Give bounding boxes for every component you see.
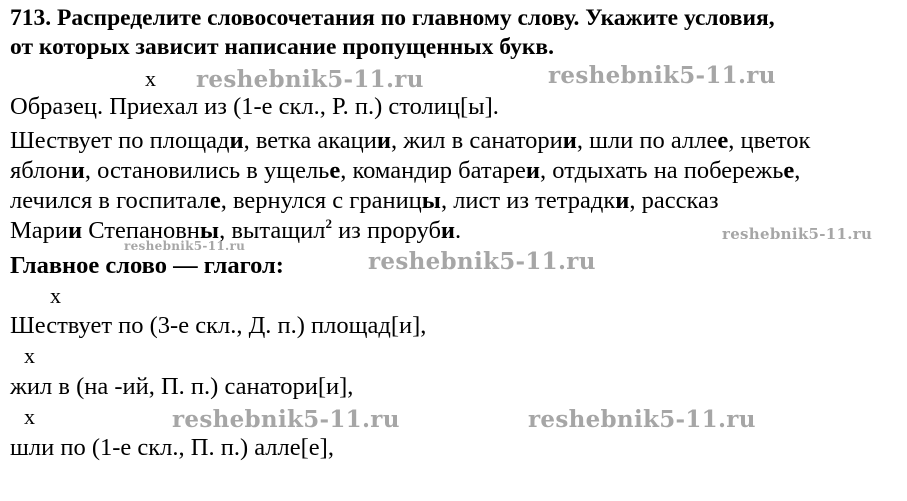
inserted-letter: и: [525, 157, 541, 184]
section-heading: Главное слово — глагол:: [10, 252, 284, 279]
watermark: reshebnik5-11.ru: [722, 225, 873, 243]
inserted-letter: ы: [199, 217, 220, 244]
inserted-letter: е: [209, 187, 221, 214]
cross-mark: x: [24, 343, 35, 368]
watermark: reshebnik5-11.ru: [196, 66, 424, 93]
inserted-letter: и: [229, 127, 244, 154]
cross-mark: x: [24, 404, 35, 429]
exercise-line-2: яблони, остановились в ущелье, командир батареи, отдыхать на побережье,: [10, 157, 801, 184]
inserted-letter: и: [562, 127, 577, 154]
task-title-line-1: 713. Распределите словосочетания по главному слову. Укажите условия,: [10, 5, 775, 31]
inserted-letter: е: [783, 157, 795, 184]
task-title-line-2: от которых зависит написание пропущенных букв.: [10, 34, 554, 60]
inserted-letter: и: [376, 127, 391, 154]
watermark: reshebnik5-11.ru: [172, 406, 400, 433]
inserted-letter: и: [68, 217, 83, 244]
example-line: Образец. Приехал из (1-е скл., Р. п.) столиц[ы].: [10, 93, 499, 120]
watermark: reshebnik5-11.ru: [368, 248, 596, 275]
answer-line: Шествует по (3-е скл., Д. п.) площад[и],: [10, 312, 427, 339]
cross-mark: x: [145, 66, 156, 91]
inserted-letter: е: [717, 127, 729, 154]
watermark: reshebnik5-11.ru: [548, 62, 776, 89]
inserted-letter: и: [440, 217, 456, 244]
inserted-letter: ы: [421, 187, 441, 214]
exercise-line-4: Марии Степановны, вытащил$^2$ из проруби.: [10, 216, 462, 244]
inserted-letter: и: [70, 157, 85, 184]
inserted-letter: е: [329, 157, 341, 184]
cross-mark: x: [50, 283, 61, 308]
inserted-letter: и: [615, 187, 630, 214]
exercise-line-1: Шествует по площади, ветка акации, жил в санатории, шли по аллее, цветок: [10, 127, 811, 154]
answer-line: шли по (1-е скл., П. п.) алле[е],: [10, 434, 334, 461]
watermark: reshebnik5-11.ru: [124, 239, 246, 253]
answer-line: жил в (на -ий, П. п.) санатори[и],: [10, 373, 354, 400]
exercise-line-3: лечился в госпитале, вернулся с границы, лист из тетрадки, рассказ: [10, 187, 719, 214]
watermark: reshebnik5-11.ru: [528, 406, 756, 433]
footnote-marker: 2: [325, 216, 332, 231]
